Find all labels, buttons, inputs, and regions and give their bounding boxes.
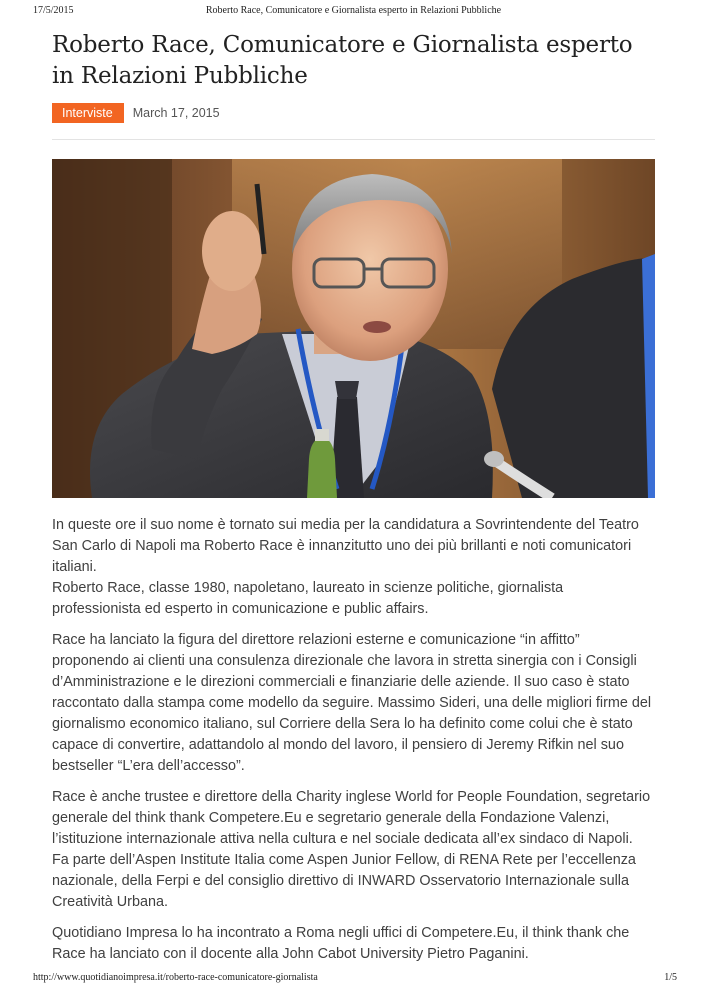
text-line: Creatività Urbana. bbox=[52, 894, 168, 910]
text-line: Race ha lanciato la figura del direttore relazioni esterne e comunicazione “in affitto” bbox=[52, 632, 580, 648]
text-line: nazionale, della Ferpi e del consiglio direttivo di INWARD Osservatorio Internazionale sulla bbox=[52, 873, 629, 889]
text-line: raccontato dalla stampa come modello da seguire. Massimo Sideri, una delle migliori firme del bbox=[52, 695, 652, 711]
print-date: 17/5/2015 bbox=[33, 5, 74, 16]
text-line: d’Amministrazione e le direzioni commerciali e finanziarie delle aziende. Il suo caso è stato bbox=[52, 674, 630, 690]
text-line: generale del think thank Competere.Eu e segretario generale della Fondazione Valenzi, bbox=[52, 810, 610, 826]
text-line: giornalismo economico italiano, sul Corriere della Sera lo ha definito come colui che è stato bbox=[52, 716, 633, 732]
paragraph-2 bbox=[52, 630, 655, 777]
paragraph-3 bbox=[52, 787, 655, 913]
text-line: bestseller “L’era dell’accesso”. bbox=[52, 758, 245, 774]
text-line: italiani. bbox=[52, 559, 97, 575]
print-footer bbox=[0, 972, 707, 986]
divider bbox=[52, 139, 655, 140]
paragraph-1 bbox=[52, 515, 655, 620]
print-header bbox=[0, 5, 707, 19]
publish-date: March 17, 2015 bbox=[132, 106, 220, 120]
category-badge[interactable]: Interviste bbox=[52, 103, 124, 123]
text-line: proponendo ai clienti una consulenza direzionale che lavora in stretta sinergia con i Consigli bbox=[52, 653, 637, 669]
article-photo bbox=[52, 159, 655, 498]
page-number: 1/5 bbox=[664, 972, 677, 983]
print-url: http://www.quotidianoimpresa.it/roberto-race-comunicatore-giornalista bbox=[33, 972, 318, 983]
text-line: Fa parte dell’Aspen Institute Italia come Aspen Junior Fellow, di RENA Rete per l’eccellenza bbox=[52, 852, 636, 868]
article-title: Roberto Race, Comunicatore e Giornalista esperto in Relazioni Pubbliche bbox=[52, 32, 633, 89]
text-line: Roberto Race, classe 1980, napoletano, laureato in scienze politiche, giornalista bbox=[52, 580, 564, 596]
text-line: San Carlo di Napoli ma Roberto Race è innanzitutto uno dei più brillanti e noti comunicatori bbox=[52, 538, 632, 554]
text-line: Race è anche trustee e direttore della Charity inglese World for People Foundation, segretario bbox=[52, 789, 651, 805]
article-body bbox=[52, 515, 655, 965]
text-line: capace di convertire, adattandolo al mondo del lavoro, il pensiero di Jeremy Rifkin nel suo bbox=[52, 737, 624, 753]
article-meta bbox=[52, 102, 655, 124]
text-line: In queste ore il suo nome è tornato sui media per la candidatura a Sovrintendente del Teatro bbox=[52, 517, 639, 533]
paragraph-4 bbox=[52, 923, 655, 965]
text-line: Race ha lanciato con il docente alla John Cabot University Pietro Paganini. bbox=[52, 946, 529, 962]
text-line: professionista ed esperto in comunicazione e public affairs. bbox=[52, 601, 429, 617]
article bbox=[52, 30, 655, 975]
print-page-title: Roberto Race, Comunicatore e Giornalista esperto in Relazioni Pubbliche bbox=[205, 5, 502, 16]
text-line: Quotidiano Impresa lo ha incontrato a Roma negli uffici di Competere.Eu, il think thank che bbox=[52, 925, 630, 941]
text-line: l’istituzione internazionale attiva nella cultura e nel sociale dedicata all’ex sindaco di Napoli. bbox=[52, 831, 633, 847]
